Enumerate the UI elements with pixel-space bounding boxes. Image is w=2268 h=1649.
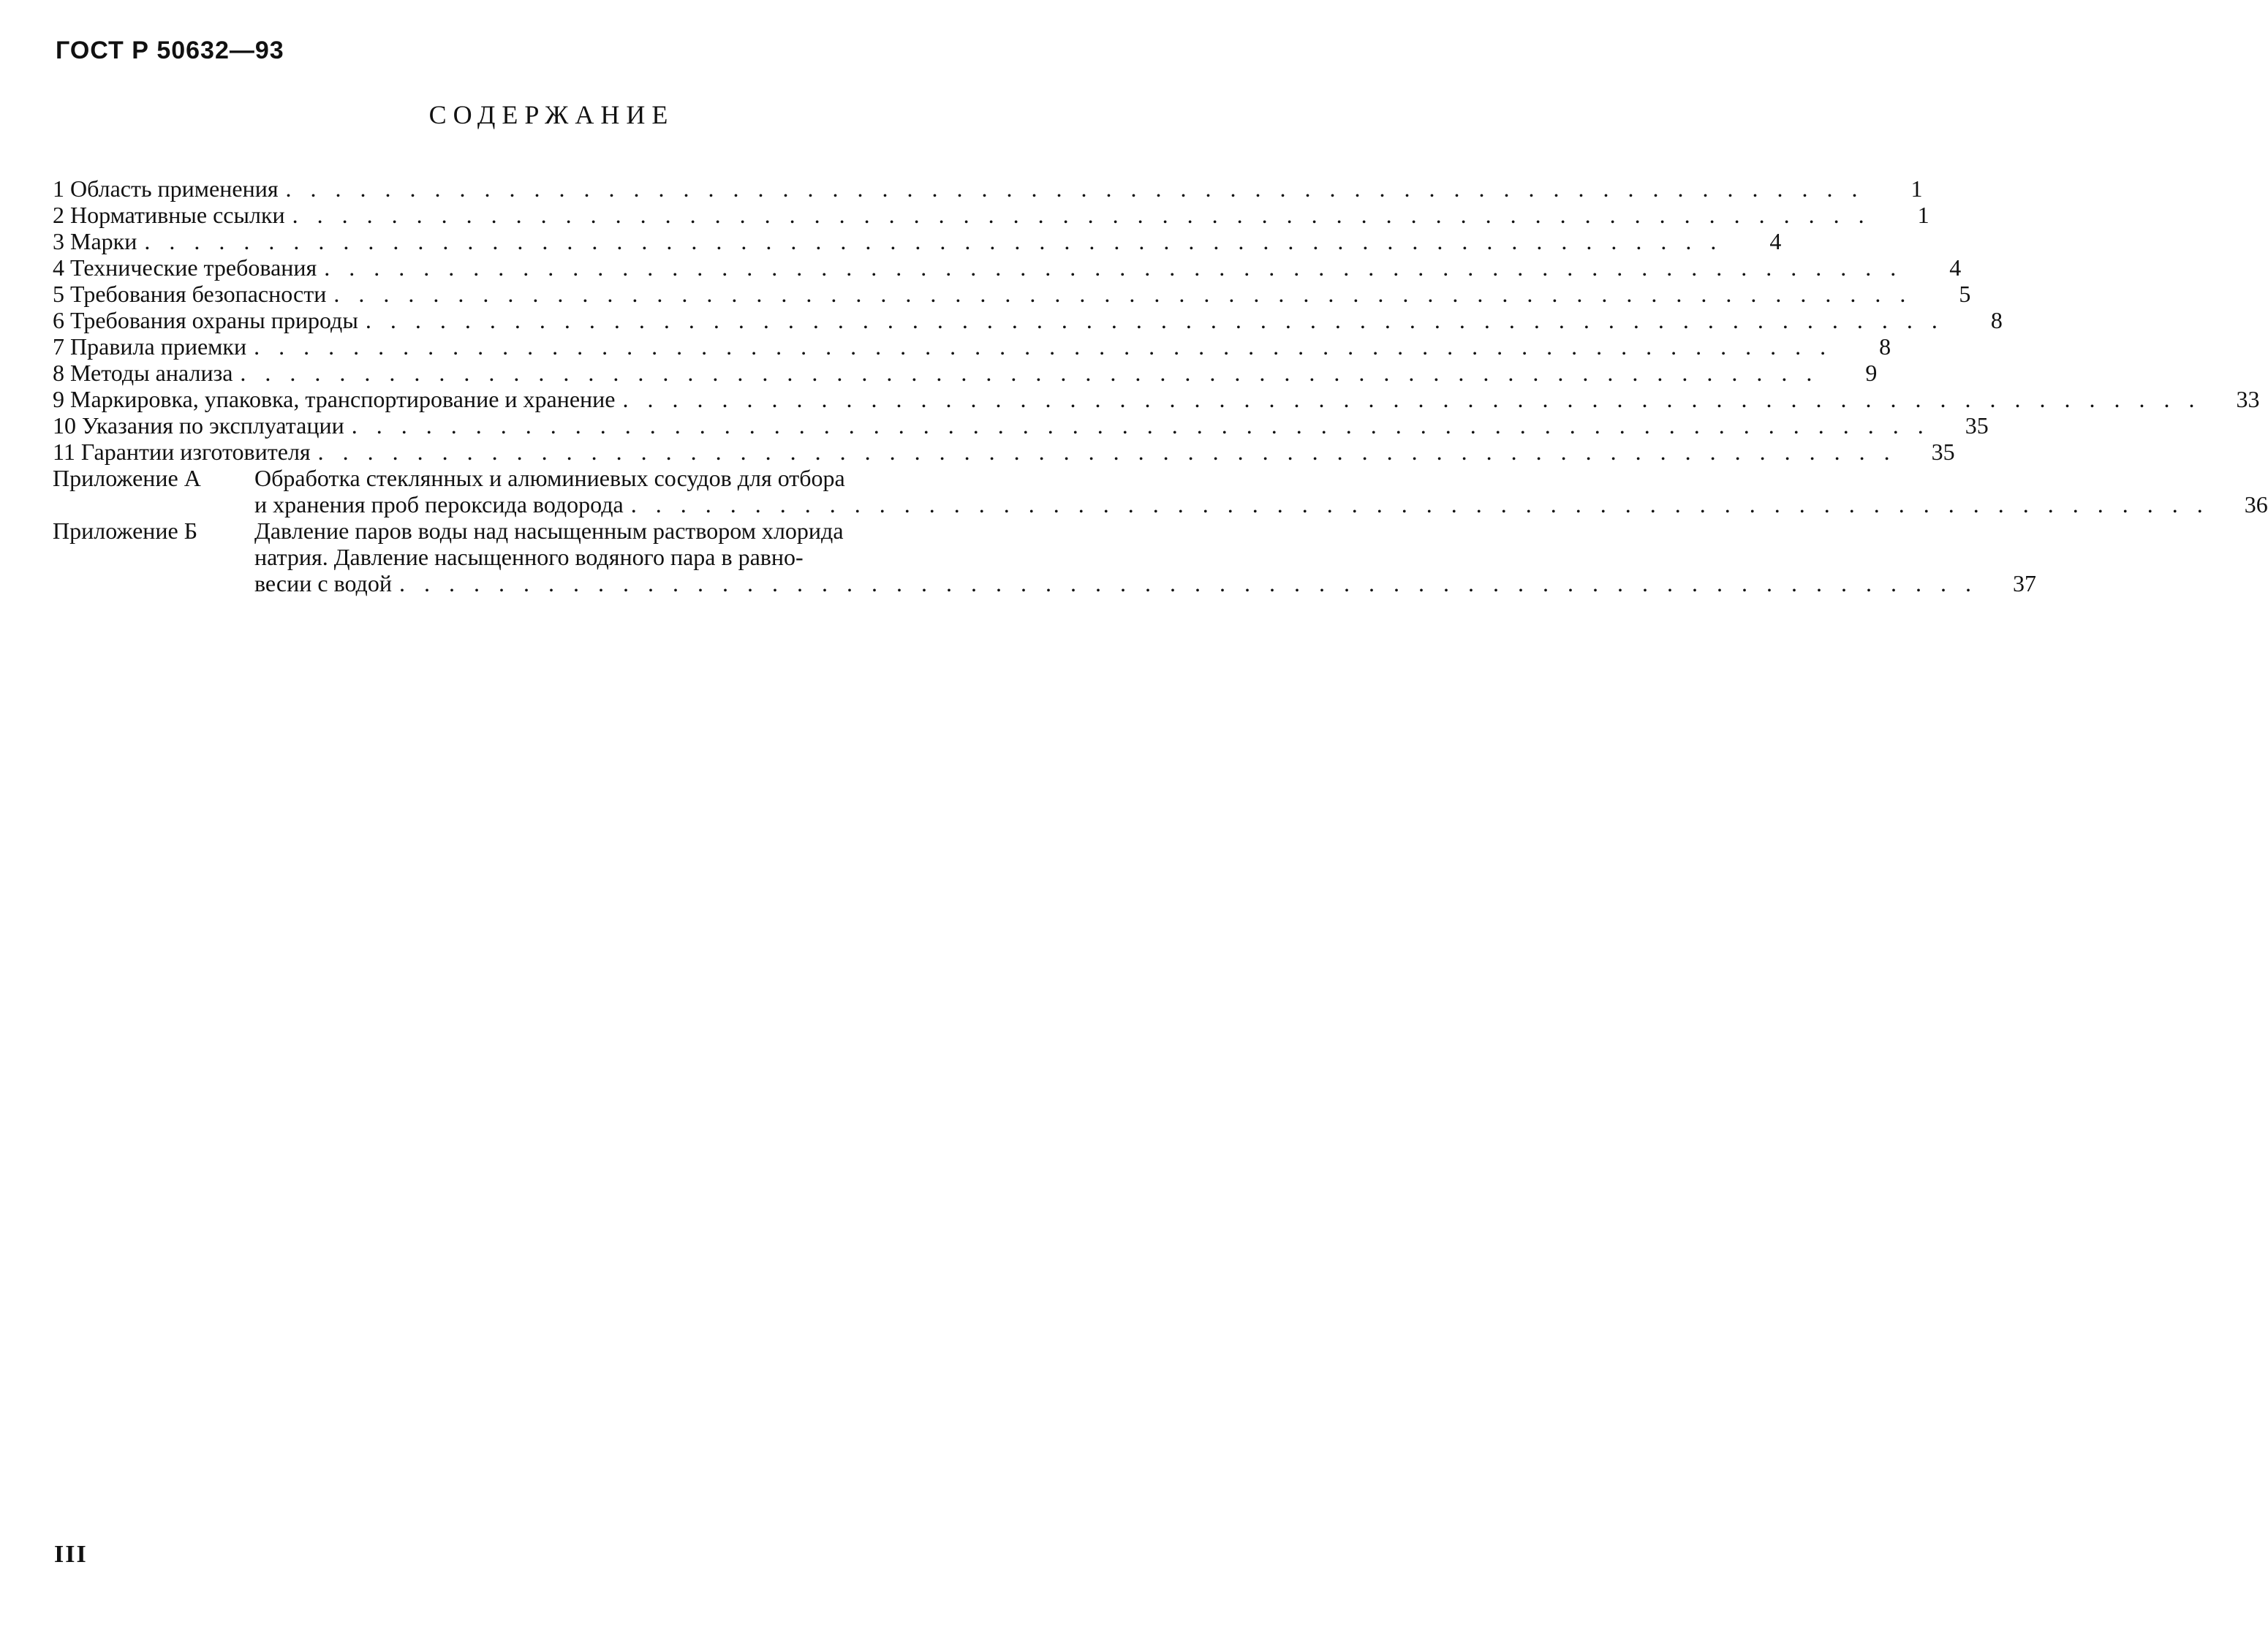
appendix-name: Приложение А (53, 465, 201, 491)
toc-entry-8[interactable] (53, 360, 1878, 386)
dot-leader: . . . . . . . . . . . . . . . . . . . . . . . . . . . . . . . . . . . . . . . . . . . . . . . . . . . . . . . . . . . . . . . . (622, 386, 2201, 412)
toc-entry-9[interactable] (53, 386, 2260, 412)
dot-leader: . . . . . . . . . . . . . . . . . . . . . . . . . . . . . . . . . . . . . . . . . . . . . . . . . . . . . . . . . . . . . . . . (292, 202, 1871, 228)
toc-entry-4[interactable] (53, 254, 1962, 281)
toc-entry-page: 4 (1949, 254, 1962, 281)
toc-entry-11[interactable] (53, 439, 1955, 465)
appendix-title-line: и хранения проб пероксида водорода (254, 491, 624, 518)
toc-entry-label: 9 Маркировка, упаковка, транспортирование и хранение (53, 386, 616, 412)
toc-entry-label: 11 Гарантии изготовителя (53, 439, 311, 465)
toc-entry-page: 9 (1865, 360, 1878, 386)
table-of-contents (53, 175, 2268, 596)
toc-entry-label: 10 Указания по эксплуатации (53, 412, 344, 439)
toc-entry-2[interactable] (53, 202, 1929, 228)
toc-entry-page: 8 (1879, 333, 1891, 360)
toc-entry-6[interactable] (53, 307, 2003, 333)
toc-entry-1[interactable] (53, 175, 1923, 202)
toc-entry-10[interactable] (53, 412, 1989, 439)
toc-entry-page: 35 (1931, 439, 1955, 465)
appendix-name: Приложение Б (53, 518, 198, 544)
dot-leader: . . . . . . . . . . . . . . . . . . . . . . . . . . . . . . . . . . . . . . . . . . . . . . . . . . . . . . . . . . . . . . . . (317, 439, 1897, 465)
toc-entry-label: 2 Нормативные ссылки (53, 202, 285, 228)
toc-entry-page: 33 (2236, 386, 2260, 412)
dot-leader: . . . . . . . . . . . . . . . . . . . . . . . . . . . . . . . . . . . . . . . . . . . . . . . . . . . . . . . . . . . . . . . . (351, 412, 1930, 439)
appendix-title-line: весии с водой (254, 570, 392, 596)
dot-leader: . . . . . . . . . . . . . . . . . . . . . . . . . . . . . . . . . . . . . . . . . . . . . . . . . . . . . . . . . . . . . . . . (285, 175, 1864, 202)
dot-leader: . . . . . . . . . . . . . . . . . . . . . . . . . . . . . . . . . . . . . . . . . . . . . . . . . . . . . . . . . . . . . . . . (324, 254, 1903, 281)
dot-leader: . . . . . . . . . . . . . . . . . . . . . . . . . . . . . . . . . . . . . . . . . . . . . . . . . . . . . . . . . . . . . . . . (365, 307, 1944, 333)
toc-entry-page: 8 (1990, 307, 2003, 333)
document-code: ГОСТ Р 50632—93 (56, 37, 284, 64)
toc-entry-label: 7 Правила приемки (53, 333, 247, 360)
appendix-page: 37 (2012, 570, 2036, 596)
dot-leader: . . . . . . . . . . . . . . . . . . . . . . . . . . . . . . . . . . . . . . . . . . . . . . . . . . . . . . . . . . . . . . . . (398, 570, 1978, 596)
toc-appendix-b[interactable] (53, 518, 2036, 596)
toc-entry-page: 35 (1965, 412, 1989, 439)
toc-entry-label: 4 Технические требования (53, 254, 317, 281)
dot-leader: . . . . . . . . . . . . . . . . . . . . . . . . . . . . . . . . . . . . . . . . . . . . . . . . . . . . . . . . . . . . . . . . (240, 360, 1819, 386)
appendix-page: 36 (2244, 491, 2268, 518)
toc-entry-label: 3 Марки (53, 228, 137, 254)
appendix-title-line: натрия. Давление насыщенного водяного пара в равно- (254, 544, 804, 570)
toc-appendix-a[interactable] (53, 465, 2268, 518)
appendix-title-line: Давление паров воды над насыщенным раствором хлорида (254, 518, 844, 544)
toc-entry-label: 8 Методы анализа (53, 360, 233, 386)
toc-entry-5[interactable] (53, 281, 1971, 307)
toc-entry-label: 5 Требования безопасности (53, 281, 327, 307)
appendix-title-line: Обработка стеклянных и алюминиевых сосудов для отбора (254, 465, 845, 491)
dot-leader: . . . . . . . . . . . . . . . . . . . . . . . . . . . . . . . . . . . . . . . . . . . . . . . . . . . . . . . . . . . . . . . . (333, 281, 1913, 307)
toc-entry-page: 1 (1917, 202, 1929, 228)
toc-entry-page: 5 (1959, 281, 1971, 307)
dot-leader: . . . . . . . . . . . . . . . . . . . . . . . . . . . . . . . . . . . . . . . . . . . . . . . . . . . . . . . . . . . . . . . . (254, 333, 1833, 360)
dot-leader: . . . . . . . . . . . . . . . . . . . . . . . . . . . . . . . . . . . . . . . . . . . . . . . . . . . . . . . . . . . . . . . . (144, 228, 1723, 254)
toc-entry-page: 1 (1910, 175, 1923, 202)
contents-title: СОДЕРЖАНИЕ (428, 100, 675, 129)
dot-leader: . . . . . . . . . . . . . . . . . . . . . . . . . . . . . . . . . . . . . . . . . . . . . . . . . . . . . . . . . . . . . . . . (630, 491, 2210, 518)
toc-entry-page: 4 (1769, 228, 1782, 254)
toc-entry-label: 1 Область применения (53, 175, 279, 202)
toc-entry-label: 6 Требования охраны природы (53, 307, 358, 333)
toc-entry-7[interactable] (53, 333, 1891, 360)
toc-entry-3[interactable] (53, 228, 1782, 254)
page-number: III (54, 1541, 88, 1568)
